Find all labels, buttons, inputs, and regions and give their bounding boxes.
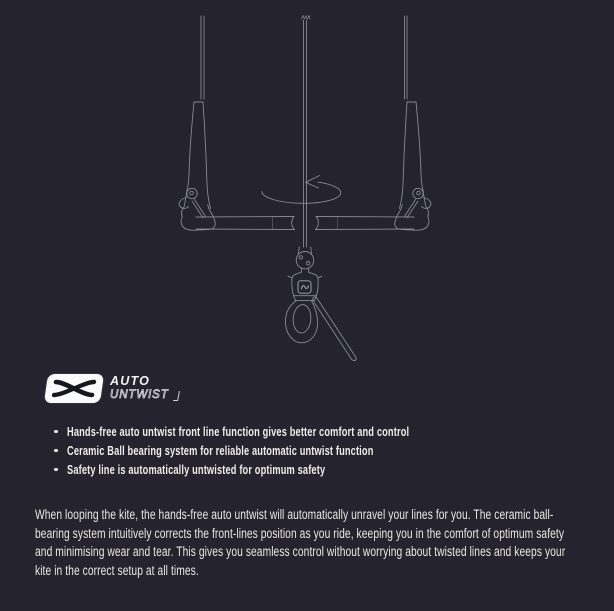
feature-list [44,422,529,479]
feature-item [44,441,529,460]
auto-untwist-badge [46,374,179,403]
bullet-dot [54,430,58,434]
left-bar-end-float [179,102,215,230]
rotation-arrow-icon [262,176,341,204]
control-bar [196,217,414,230]
center-front-lines [302,16,311,248]
feature-item [44,422,529,441]
feature-item [44,460,529,479]
untwist-cross-icon [44,374,104,403]
description-text: When looping the kite, the hands-free auto untwist will automatically unravel your lines for you. The ceramic ball-bearing system intuitively corrects the front-lines position as you ride, keeping you in the comfort of optimum safety and minimising wear and tear. This gives you seamless control without worrying about twisted lines and keeps your kite in the correct setup at all times. [35,507,566,578]
chicken-loop [285,301,317,343]
right-bar-end-float [395,102,431,230]
badge-title: AUTO [110,374,150,388]
right-flying-line [405,16,408,99]
bullet-dot [54,468,58,472]
badge-bracket-mark [173,391,180,401]
bullet-dot [54,449,58,453]
description-paragraph [35,506,614,580]
quick-release-housing [288,272,322,300]
badge-subtitle: UNTWIST [110,388,169,401]
feature-text: Safety line is automatically untwisted for optimum safety [66,462,325,477]
left-flying-line [201,16,204,99]
feature-text: Hands-free auto untwist front line function gives better comfort and control [66,424,409,439]
feature-text: Ceramic Ball bearing system for reliable automatic untwist function [66,443,373,458]
ball-bearing-swivel [296,247,313,272]
release-stick [313,297,356,361]
badge-wordmark [110,375,179,402]
